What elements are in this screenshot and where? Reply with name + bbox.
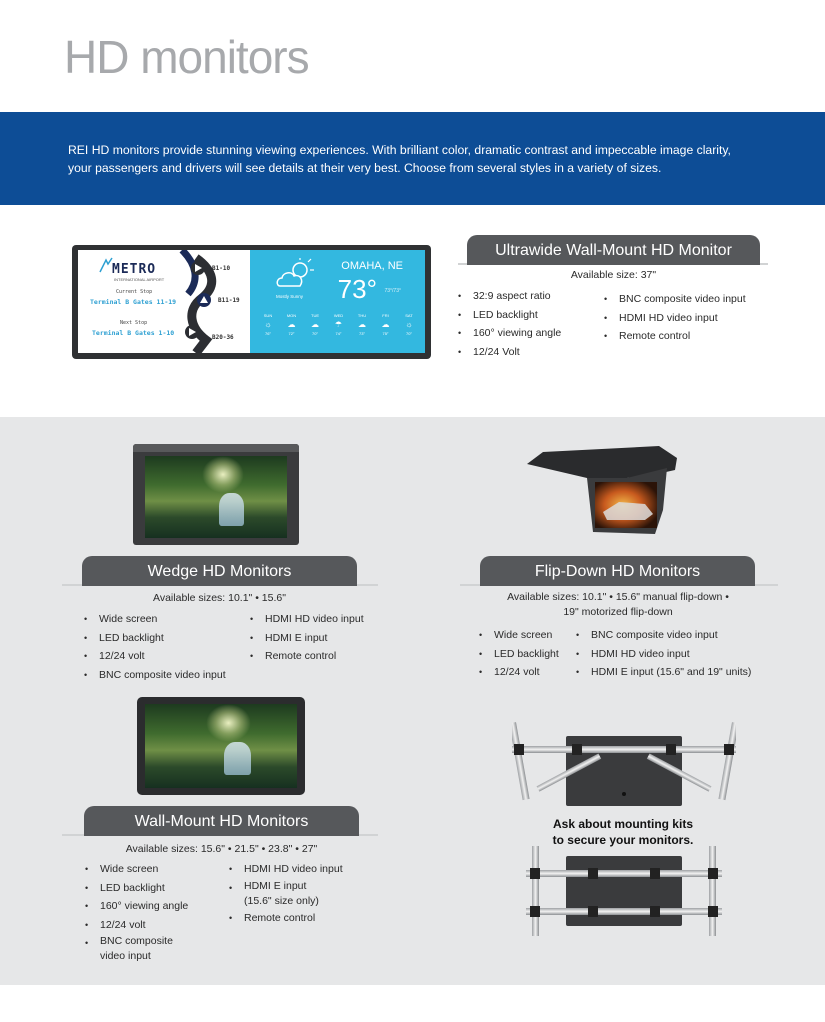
wedge-specs-right <box>250 610 385 666</box>
spec-item: • LED backlight <box>479 645 574 664</box>
forecast-day: TUE ☁ 70° <box>305 312 325 338</box>
wedge-section-title: Wedge HD Monitors <box>82 556 357 586</box>
intro-banner <box>0 112 825 205</box>
cloud-icon: ☁ <box>381 320 390 329</box>
ultrawide-monitor-image <box>72 245 431 359</box>
weather-condition: Mostly Sunny <box>276 294 304 299</box>
current-stop-name: Terminal B Gates 11-19 <box>90 298 177 306</box>
spec-item: • Wide screen <box>84 610 249 629</box>
weather-city: OMAHA, NE <box>341 260 403 272</box>
spec-item: • HDMI E input <box>250 629 385 648</box>
spec-item: • LED backlight <box>84 629 249 648</box>
flipdown-section-title: Flip-Down HD Monitors <box>480 556 755 586</box>
ultrawide-specs-left <box>458 287 598 361</box>
ultrawide-available-sizes: Available size: 37" <box>570 269 657 281</box>
wallmount-specs-right <box>229 860 369 927</box>
mounting-kit-note <box>540 816 706 848</box>
metro-logo: METRO <box>112 262 157 277</box>
rain-icon: ☂ <box>334 320 343 329</box>
weather-panel <box>250 250 425 353</box>
wallmount-specs-left <box>85 860 225 964</box>
mounting-note-line: to secure your monitors. <box>552 833 694 847</box>
flipdown-monitor-image <box>527 444 677 550</box>
spec-item: • Wide screen <box>85 860 225 879</box>
flipdown-specs-right <box>576 626 776 682</box>
forest-screen <box>145 704 297 788</box>
forecast-day: MON ☁ 72° <box>282 312 302 338</box>
forecast-day: FRI ☁ 75° <box>376 312 396 338</box>
wedge-available-sizes: Available sizes: 10.1" • 15.6" <box>153 592 286 604</box>
intro-text: REI HD monitors provide stunning viewing experiences. With brilliant color, dramatic contrast and impeccable image clarity, your passengers and drivers will see details at their very best. Choose from several styles in a variety of sizes. <box>68 143 731 175</box>
ultrawide-specs-right <box>604 290 774 346</box>
spec-item: • BNC composite video input <box>576 626 776 645</box>
gate-label: B11-19 <box>218 297 240 304</box>
spec-item: • Remote control <box>229 909 369 928</box>
page-title: HD monitors <box>64 31 309 83</box>
spec-item: • Remote control <box>250 647 385 666</box>
wallmount-available-sizes: Available sizes: 15.6" • 21.5" • 23.8" • 27" <box>125 843 318 855</box>
spec-item: • HDMI HD video input <box>576 645 776 664</box>
spec-item: • HDMI E input (15.6" size only) <box>229 879 369 909</box>
forecast-day: THU ☁ 73° <box>352 312 372 338</box>
spec-item: • BNC composite video input <box>604 290 774 309</box>
forecast-day: SAT ☼ 70° <box>399 312 419 338</box>
metro-logo-mark <box>100 258 112 272</box>
forecast-day: SUN ☼ 76° <box>258 312 278 338</box>
partly-cloudy-icon <box>274 258 318 292</box>
spec-item: • LED backlight <box>85 879 225 898</box>
flipdown-monitor-graphic <box>527 444 677 550</box>
weather-range: 73°/73° <box>384 288 401 294</box>
spec-item: • 160° viewing angle <box>85 897 225 916</box>
spec-item: • 12/24 volt <box>85 916 225 935</box>
forecast-day: WED ☂ 74° <box>329 312 349 338</box>
cloud-icon: ☁ <box>287 320 296 329</box>
gate-label: B20-36 <box>212 334 234 341</box>
spec-item: • BNC composite video input <box>84 666 249 685</box>
spec-item: • 12/24 Volt <box>458 343 598 362</box>
spec-item: • HDMI HD video input <box>250 610 385 629</box>
metro-subtitle: INTERNATIONAL AIRPORT <box>114 277 165 282</box>
spec-item: • 160° viewing angle <box>458 324 598 343</box>
sun-icon: ☼ <box>405 320 413 329</box>
mounting-note-line: Ask about mounting kits <box>552 817 693 831</box>
cloud-icon: ☁ <box>311 320 319 329</box>
spec-item: • HDMI HD video input <box>229 860 369 879</box>
sun-icon: ☼ <box>264 320 272 329</box>
forecast-row <box>258 312 419 338</box>
spec-item: • 12/24 volt <box>479 663 574 682</box>
ultrawide-section-title: Ultrawide Wall-Mount HD Monitor <box>467 235 760 265</box>
wallmount-section-title: Wall-Mount HD Monitors <box>84 806 359 836</box>
storm-icon: ☁ <box>358 320 366 329</box>
spec-item: • BNC composite video input <box>85 934 225 964</box>
spec-item: • Wide screen <box>479 626 574 645</box>
weather-temp: 73° <box>337 274 377 304</box>
next-stop-label: Next Stop <box>120 320 148 326</box>
flipdown-available-line1: Available sizes: 10.1" • 15.6" manual flip-down • <box>507 591 729 603</box>
next-stop-name: Terminal B Gates 1-10 <box>92 329 175 337</box>
wallmount-monitor-image <box>137 697 305 795</box>
spec-item: • HDMI E input (15.6" and 19" units) <box>576 663 776 682</box>
spec-item: • 32:9 aspect ratio <box>458 287 598 306</box>
spec-item: • HDMI HD video input <box>604 309 774 328</box>
spec-item: • 12/24 volt <box>84 647 249 666</box>
spec-item: • Remote control <box>604 327 774 346</box>
forest-screen <box>145 456 287 538</box>
flipdown-specs-left <box>479 626 574 682</box>
flipdown-available-line2: 19" motorized flip-down <box>563 606 673 618</box>
gate-label: B1-10 <box>212 265 231 272</box>
current-stop-label: Current Stop <box>116 289 153 295</box>
wedge-monitor-image <box>133 444 299 545</box>
spec-item: • LED backlight <box>458 306 598 325</box>
wedge-specs-left <box>84 610 249 684</box>
ultrawide-screen <box>78 250 425 353</box>
transit-panel <box>78 250 250 353</box>
